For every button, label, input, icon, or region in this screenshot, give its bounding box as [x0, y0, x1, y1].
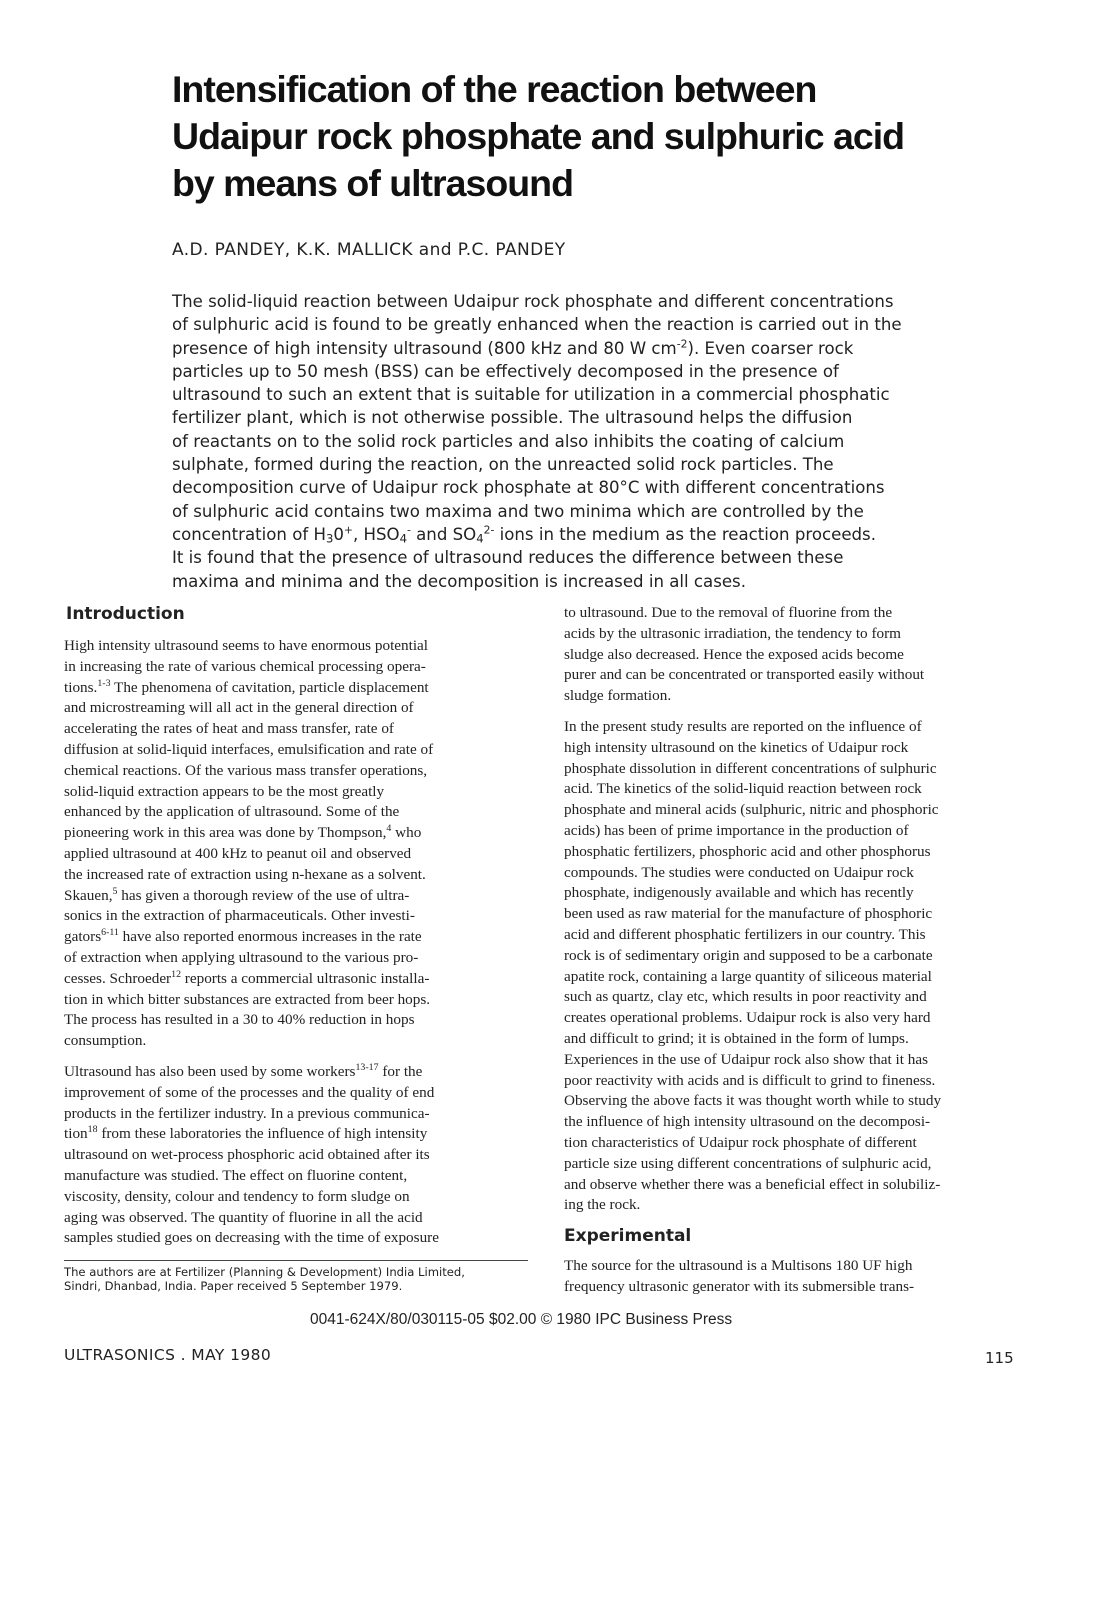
citation: 13-17	[355, 1062, 379, 1074]
body-line	[64, 969, 439, 990]
body-line: The process has resulted in a 30 to 40% reduction in hops	[64, 1011, 415, 1029]
body-line: the influence of high intensity ultrasound on the decomposi-	[564, 1113, 931, 1131]
citation: 18	[87, 1124, 98, 1136]
body-line: sludge formation.	[564, 687, 672, 705]
body-line: phosphate and mineral acids (sulphuric, nitric and phosphoric	[564, 801, 939, 819]
subscript: 4	[476, 531, 484, 546]
article-title	[172, 66, 1032, 207]
body-line: such as quartz, clay etc, which results in poor reactivity and	[564, 988, 927, 1006]
body-line: accelerating the rates of heat and mass transfer, rate of	[64, 720, 394, 738]
abstract-line: particles up to 50 mesh (BSS) can be effectively decomposed in the presence of	[172, 361, 839, 381]
text-run: from these laboratories the influence of high intensity	[97, 1125, 428, 1143]
text-run: Skauen,	[64, 886, 113, 904]
text-run: have also reported enormous increases in the rate	[118, 928, 422, 946]
subscript: 4	[399, 531, 407, 546]
body-line: acids by the ultrasonic irradiation, the tendency to form	[564, 624, 901, 642]
footnote-line: Sindri, Dhanbad, India. Paper received 5 September 1979.	[64, 1279, 403, 1293]
text-run: for the	[378, 1062, 423, 1080]
subscript: 3	[325, 531, 334, 546]
text-run: presence of high intensity ultrasound (800 kHz and 80 W cm	[172, 338, 677, 358]
body-line: improvement of some of the processes and the quality of end	[64, 1083, 435, 1101]
body-line: tion in which bitter substances are extracted from beer hops.	[64, 990, 431, 1008]
abstract	[172, 290, 972, 593]
body-line	[64, 927, 439, 948]
body-line: poor reactivity with acids and is difficult to grind to fineness.	[564, 1071, 936, 1089]
body-line: viscosity, density, colour and tendency to form sludge on	[64, 1187, 410, 1205]
section-heading-introduction: Introduction	[66, 604, 185, 624]
body-line	[64, 886, 439, 907]
body-line: to ultrasound. Due to the removal of fluorine from the	[564, 604, 893, 621]
right-column-body	[564, 603, 941, 1216]
text-run: , HSO	[352, 524, 400, 544]
body-line	[64, 1124, 439, 1145]
body-line: Observing the above facts it was thought worth while to study	[564, 1092, 942, 1110]
abstract-line	[172, 523, 972, 546]
text-run: ). Even coarser rock	[687, 338, 854, 358]
body-line: ing the rock.	[564, 1196, 641, 1214]
superscript: -2	[676, 337, 688, 351]
abstract-line: ultrasound to such an extent that is suitable for utilization in a commercial phosphatic	[172, 385, 890, 405]
text-run: gators	[64, 928, 102, 946]
body-line: chemical reactions. Of the various mass transfer operations,	[64, 761, 428, 779]
body-line: acid. The kinetics of the solid-liquid reaction between rock	[564, 780, 922, 798]
abstract-line: of sulphuric acid is found to be greatly enhanced when the reaction is carried out in the	[172, 315, 902, 335]
footnote-line: The authors are at Fertilizer (Planning & Development) India Limited,	[64, 1265, 465, 1279]
body-line: Experiences in the use of Udaipur rock also show that it has	[564, 1050, 928, 1068]
page-number: 115	[985, 1349, 1014, 1367]
body-line: and microstreaming will all act in the general direction of	[64, 699, 414, 717]
body-line: enhanced by the application of ultrasound. Some of the	[64, 803, 400, 821]
body-line: The source for the ultrasound is a Multisons 180 UF high	[564, 1257, 913, 1274]
body-line: manufacture was studied. The effect on fluorine content,	[64, 1166, 408, 1184]
body-line: products in the fertilizer industry. In a previous communica-	[64, 1104, 430, 1122]
introduction-body	[64, 636, 439, 1249]
citation: 5	[112, 885, 118, 897]
abstract-line: maxima and minima and the decomposition is increased in all cases.	[172, 571, 746, 591]
author-list: A.D. PANDEY, K.K. MALLICK and P.C. PANDEY	[172, 240, 566, 260]
journal-footer: ULTRASONICS . MAY 1980	[64, 1346, 272, 1364]
body-line: purer and can be concentrated or transported easily without	[564, 666, 925, 684]
text-run: cesses. Schroeder	[64, 969, 172, 987]
abstract-line: It is found that the presence of ultrasound reduces the difference between these	[172, 548, 844, 568]
body-line: consumption.	[64, 1032, 147, 1050]
text-run: tions.	[64, 678, 98, 696]
body-line: samples studied goes on decreasing with the time of exposure	[64, 1229, 439, 1247]
superscript: -	[406, 523, 411, 537]
text-run: who	[391, 824, 422, 842]
body-line: and difficult to grind; it is obtained in the form of lumps.	[564, 1029, 909, 1047]
body-line: ultrasound on wet-process phosphoric acid obtained after its	[64, 1146, 430, 1164]
superscript: 2-	[483, 523, 495, 537]
body-line: sonics in the extraction of pharmaceuticals. Other investi-	[64, 907, 415, 925]
body-line: phosphate, indigenously available and which has recently	[564, 884, 914, 902]
body-line	[64, 1062, 439, 1083]
body-line: the increased rate of extraction using n-hexane as a solvent.	[64, 865, 426, 883]
body-line: acid and different phosphatic fertilizers in our country. This	[564, 925, 926, 943]
body-line: particle size using different concentrations of sulphuric acid,	[564, 1154, 932, 1172]
copyright-line: 0041-624X/80/030115-05 $02.00 © 1980 IPC Business Press	[310, 1311, 733, 1328]
citation: 6-11	[101, 927, 119, 939]
abstract-line: decomposition curve of Udaipur rock phosphate at 80°C with different concentrations	[172, 478, 885, 498]
citation: 1-3	[97, 677, 111, 689]
body-line: creates operational problems. Udaipur rock is also very hard	[564, 1009, 931, 1027]
text-run: Ultrasound has also been used by some workers	[64, 1062, 356, 1080]
body-line: and observe whether there was a beneficial effect in solubiliz-	[564, 1175, 941, 1193]
text-run: ions in the medium as the reaction proceeds.	[494, 524, 876, 544]
body-line: of extraction when applying ultrasound to the various pro-	[64, 948, 419, 966]
body-line: applied ultrasound at 400 kHz to peanut oil and observed	[64, 844, 412, 862]
body-line: frequency ultrasonic generator with its submersible trans-	[564, 1277, 915, 1295]
body-line: apatite rock, containing a large quantity of siliceous material	[564, 967, 932, 985]
title-line: Udaipur rock phosphate and sulphuric acid	[172, 115, 905, 157]
abstract-line: The solid-liquid reaction between Udaipur rock phosphate and different concentrations	[172, 292, 894, 311]
section-heading-experimental: Experimental	[564, 1226, 692, 1246]
citation: 4	[386, 823, 392, 835]
body-line: compounds. The studies were conducted on Udaipur rock	[564, 863, 914, 881]
body-line: phosphate dissolution in different concentrations of sulphuric	[564, 759, 937, 777]
title-line: Intensification of the reaction between	[172, 68, 817, 110]
abstract-line: of sulphuric acid contains two maxima and two minima which are controlled by the	[172, 501, 864, 521]
abstract-line: sulphate, formed during the reaction, on the unreacted solid rock particles. The	[172, 455, 834, 475]
body-line: in increasing the rate of various chemical processing opera-	[64, 657, 426, 675]
body-line: tion characteristics of Udaipur rock phosphate of different	[564, 1133, 917, 1151]
body-line: sludge also decreased. Hence the exposed acids become	[564, 645, 904, 663]
superscript: +	[343, 523, 353, 537]
abstract-line: fertilizer plant, which is not otherwise possible. The ultrasound helps the diffusion	[172, 408, 853, 428]
body-line: diffusion at solid-liquid interfaces, emulsification and rate of	[64, 740, 434, 758]
body-line: High intensity ultrasound seems to have enormous potential	[64, 637, 429, 654]
abstract-line	[172, 337, 972, 360]
experimental-body	[564, 1256, 914, 1298]
text-run: 0	[333, 524, 344, 544]
title-line: by means of ultrasound	[172, 162, 573, 204]
body-line: solid-liquid extraction appears to be the most greatly	[64, 782, 385, 800]
text-run: and SO	[410, 524, 477, 544]
body-line: aging was observed. The quantity of fluorine in all the acid	[64, 1208, 423, 1226]
text-run: pioneering work in this area was done by Thompson,	[64, 824, 387, 842]
footnote-divider	[64, 1260, 528, 1261]
body-line: acids) has been of prime importance in the production of	[564, 821, 909, 839]
body-line	[64, 823, 439, 844]
body-line: In the present study results are reported on the influence of	[564, 717, 922, 735]
text-run: tion	[64, 1125, 88, 1143]
text-run: The phenomena of cavitation, particle displacement	[110, 678, 429, 696]
body-line	[64, 678, 439, 699]
text-run: concentration of H	[172, 524, 326, 544]
body-line: rock is of sedimentary origin and supposed to be a carbonate	[564, 946, 933, 964]
body-line: phosphatic fertilizers, phosphoric acid and other phosphorus	[564, 842, 931, 860]
text-run: reports a commercial ultrasonic installa-	[181, 969, 430, 987]
citation: 12	[171, 968, 181, 980]
author-affiliation-footnote	[64, 1265, 465, 1293]
abstract-line: of reactants on to the solid rock particles and also inhibits the coating of calcium	[172, 431, 845, 451]
body-line: been used as raw material for the manufacture of phosphoric	[564, 905, 933, 923]
text-run: has given a thorough review of the use of ultra-	[117, 886, 410, 904]
body-line: high intensity ultrasound on the kinetics of Udaipur rock	[564, 738, 909, 756]
